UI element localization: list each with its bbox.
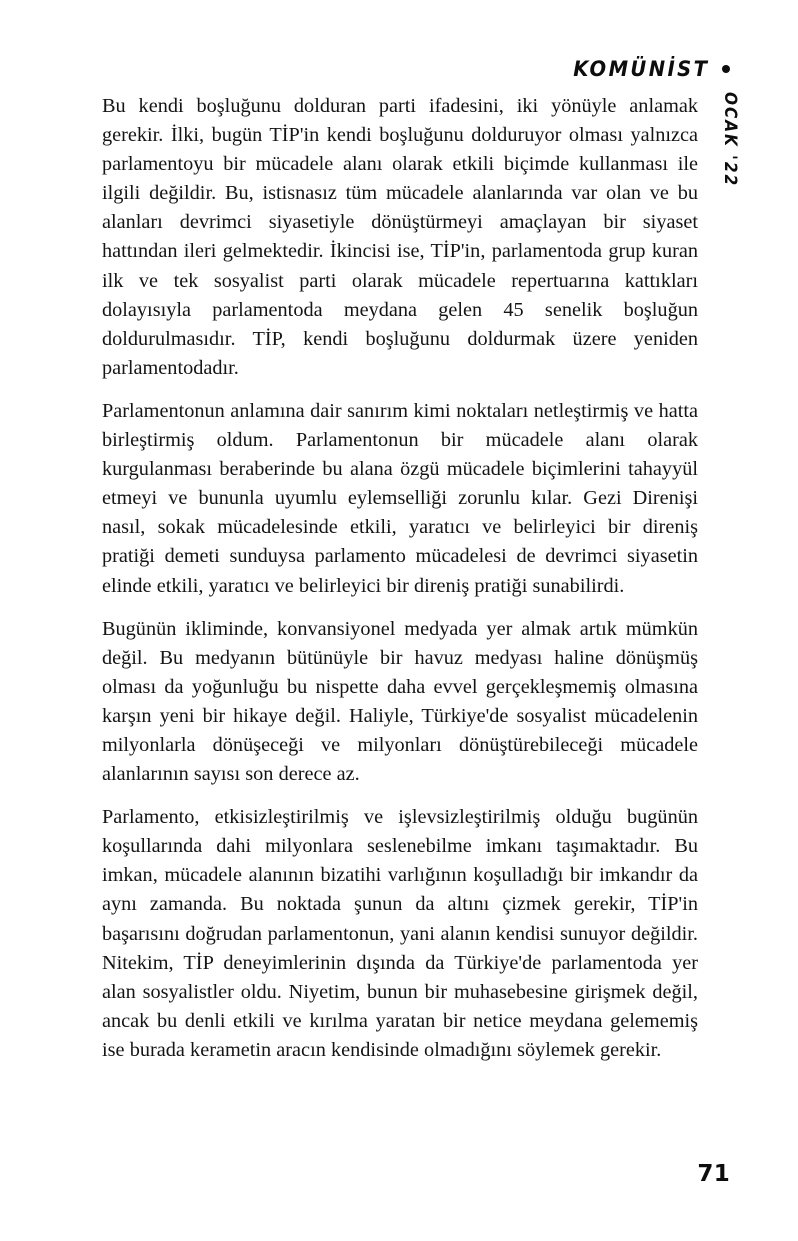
- bullet-dot-icon: [722, 65, 730, 73]
- body-paragraph: Bugünün ikliminde, konvansiyonel medyada yer almak artık mümkün değil. Bu medyanın bütünüyle bir havuz medyası haline dönüşmüş olması da yoğunluğu bu nispette daha evvel gerçekleşmemiş olmasına karşın yeni bir hikaye değil. Haliyle, Türkiye'de sosyalist mücadelenin milyonlarla dönüşeceği ve milyonları dönüştürebileceği mücadele alanlarının sayısı son derece az.: [102, 617, 698, 786]
- running-head: [563, 56, 730, 82]
- body-paragraph: Bu kendi boşluğunu dolduran parti ifadesini, iki yönüyle anlamak gerekir. İlki, bugün TİP'in kendi boşluğunu dolduruyor olması yalnızca parlamentoyu bir mücadele alanı olarak etkili biçimde kullanması ile ilgili değildir. Bu, istisnasız tüm mücadele alanlarında var olan ve bu alanları devrimci siyasetiyle dönüştürmeyi amaçlayan bir siyaset hattından ileri gelmektedir. İkincisi ise, TİP'in, parlamentoda grup kuran ilk ve tek sosyalist parti olarak mücadele repertuarına kattıkları dolayısıyla parlamentoda meydana gelen 45 senelik boşluğun doldurulmasıdır. TİP, kendi boşluğunu doldurmak üzere yeniden parlamentodadır.: [102, 95, 698, 379]
- date-tab: [716, 92, 742, 202]
- date-tab-text-wrapper: [721, 92, 738, 198]
- page-number: 71: [697, 1161, 730, 1187]
- body-paragraph: Parlamentonun anlamına dair sanırım kimi noktaları netleştirmiş ve hatta birleştirmiş oldum. Parlamentonun bir mücadele alanı olarak kurgulanması beraberinde bu alana özgü mücadele biçimlerini tahayyül etmeyi ve bununla uyumlu eylemselliği zorunlu kılar. Gezi Direnişi nasıl, sokak mücadelesinde etkili, yaratıcı ve belirleyici bir direniş pratiği demeti sunduysa parlamento mücadelesi de devrimci siyasetin elinde etkili, yaratıcı ve belirleyici bir direniş pratiği sunabilirdi.: [102, 399, 698, 597]
- date-tab-label: OCAK '22: [720, 92, 740, 188]
- body-text-column: [102, 92, 698, 1065]
- body-paragraph: Parlamento, etkisizleştirilmiş ve işlevsizleştirilmiş olduğu bugünün koşullarında dahi milyonlara seslenebilme imkanı taşımaktadır. Bu imkan, mücadele alanının bizatihi varlığının koşulladığı bir imkandır da aynı zamanda. Bu noktada şunun da altını çizmek gerekir, TİP'in başarısını doğrudan parlamentonun, yani alanın kendisi sunuyor değildir. Nitekim, TİP deneyimlerinin dışında da Türkiye'de parlamentoda yer alan sosyalistler oldu. Niyetim, bunun bir muhasebesine girişmek değil, ancak bu denli etkili ve kırılma yaratan bir netice meydana gelememiş ise burada kerametin aracın kendisinde olmadığını söylemek gerekir.: [102, 806, 698, 1061]
- running-head-title: KOMÜNİST: [572, 56, 709, 81]
